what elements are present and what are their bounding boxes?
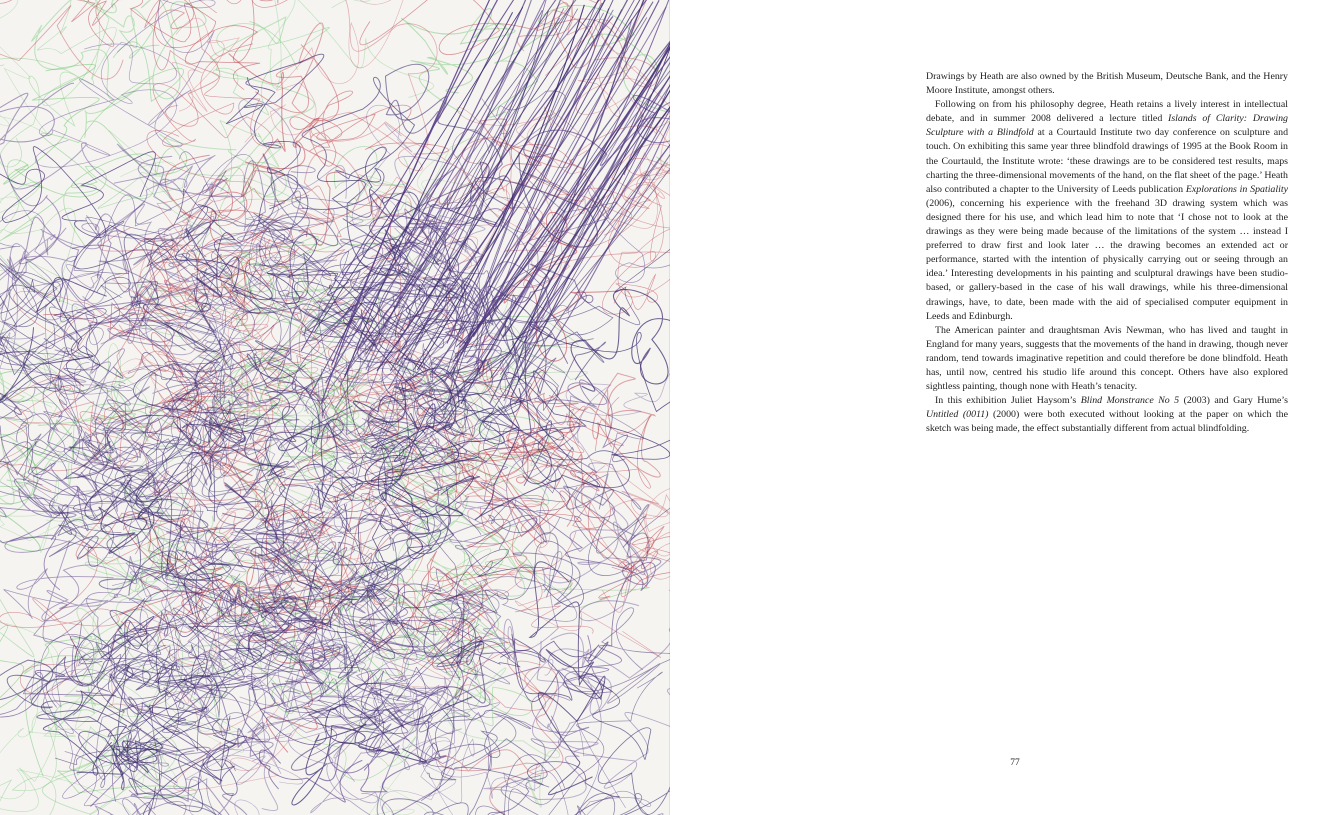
publication-title: Explorations in Spatiality <box>1185 183 1288 195</box>
paragraph-2: Following on from his philosophy degree, Heath retains a lively interest in intellectual debate, and in summer 2008 delivered a lecture titled Islands of Clarity: Drawing Sculpture with a Blindfold at a Courtauld Institute two day conference on sculpture and touch. On exhibiting this same year three blindfold drawings of 1995 at the Book Room in the Courtauld, the Institute wrote: ‘these drawings are to be considered test results, maps charting the three-dimensional movements of the hand, on the flat sheet of the page.’ Heath also contributed a chapter to the University of Leeds publication Explorations in Spatiality (2006), concerning his experience with the freehand 3D drawing system which was designed there for his use, and which lead him to note that ‘I chose not to look at the drawings as they were being made because of the limitations of the system … instead I preferred to draw first and look later … the drawing becomes an extended act or performance, started with the intention of physically carrying out or seeing through an idea.’ Interesting developments in his painting and sculptural drawings have been studio-based, or gallery-based in the case of his wall drawings, while his three-dimensional drawings, have, to date, been made with the aid of specialised computer equipment in Leeds and Edinburgh. <box>926 99 1289 322</box>
body-text <box>926 70 1288 436</box>
lecture-title: Islands of Clarity: Drawing Sculpture with a Blindfold <box>926 113 1288 139</box>
paragraph-4: In this exhibition Juliet Haysom’s Blind Monstrance No 5 (2003) and Gary Hume’s Untitled (0011) (2000) were both executed without looking at the paper on which the sketch was being made, the effect substantially different from actual blindfolding. <box>926 395 1288 435</box>
artwork-title-2: Untitled (0011) <box>926 409 989 421</box>
paragraph-3: The American painter and draughtsman Avis Newman, who has lived and taught in England for many years, suggests that the movements of the hand in drawing, though never random, tend towards imaginative repetition and could therefore be done blindfold. Heath has, until now, centred his studio life around this concept. Others have also explored sightless painting, though none with Heath’s tenacity. <box>926 324 1288 393</box>
text-page <box>670 0 1340 815</box>
artwork-title-1: Blind Monstrance No 5 <box>1080 395 1180 407</box>
paragraph-1: Drawings by Heath are also owned by the British Museum, Deutsche Bank, and the Henry Moore Institute, amongst others. <box>926 71 1288 97</box>
page-number: 77 <box>1010 758 1020 768</box>
